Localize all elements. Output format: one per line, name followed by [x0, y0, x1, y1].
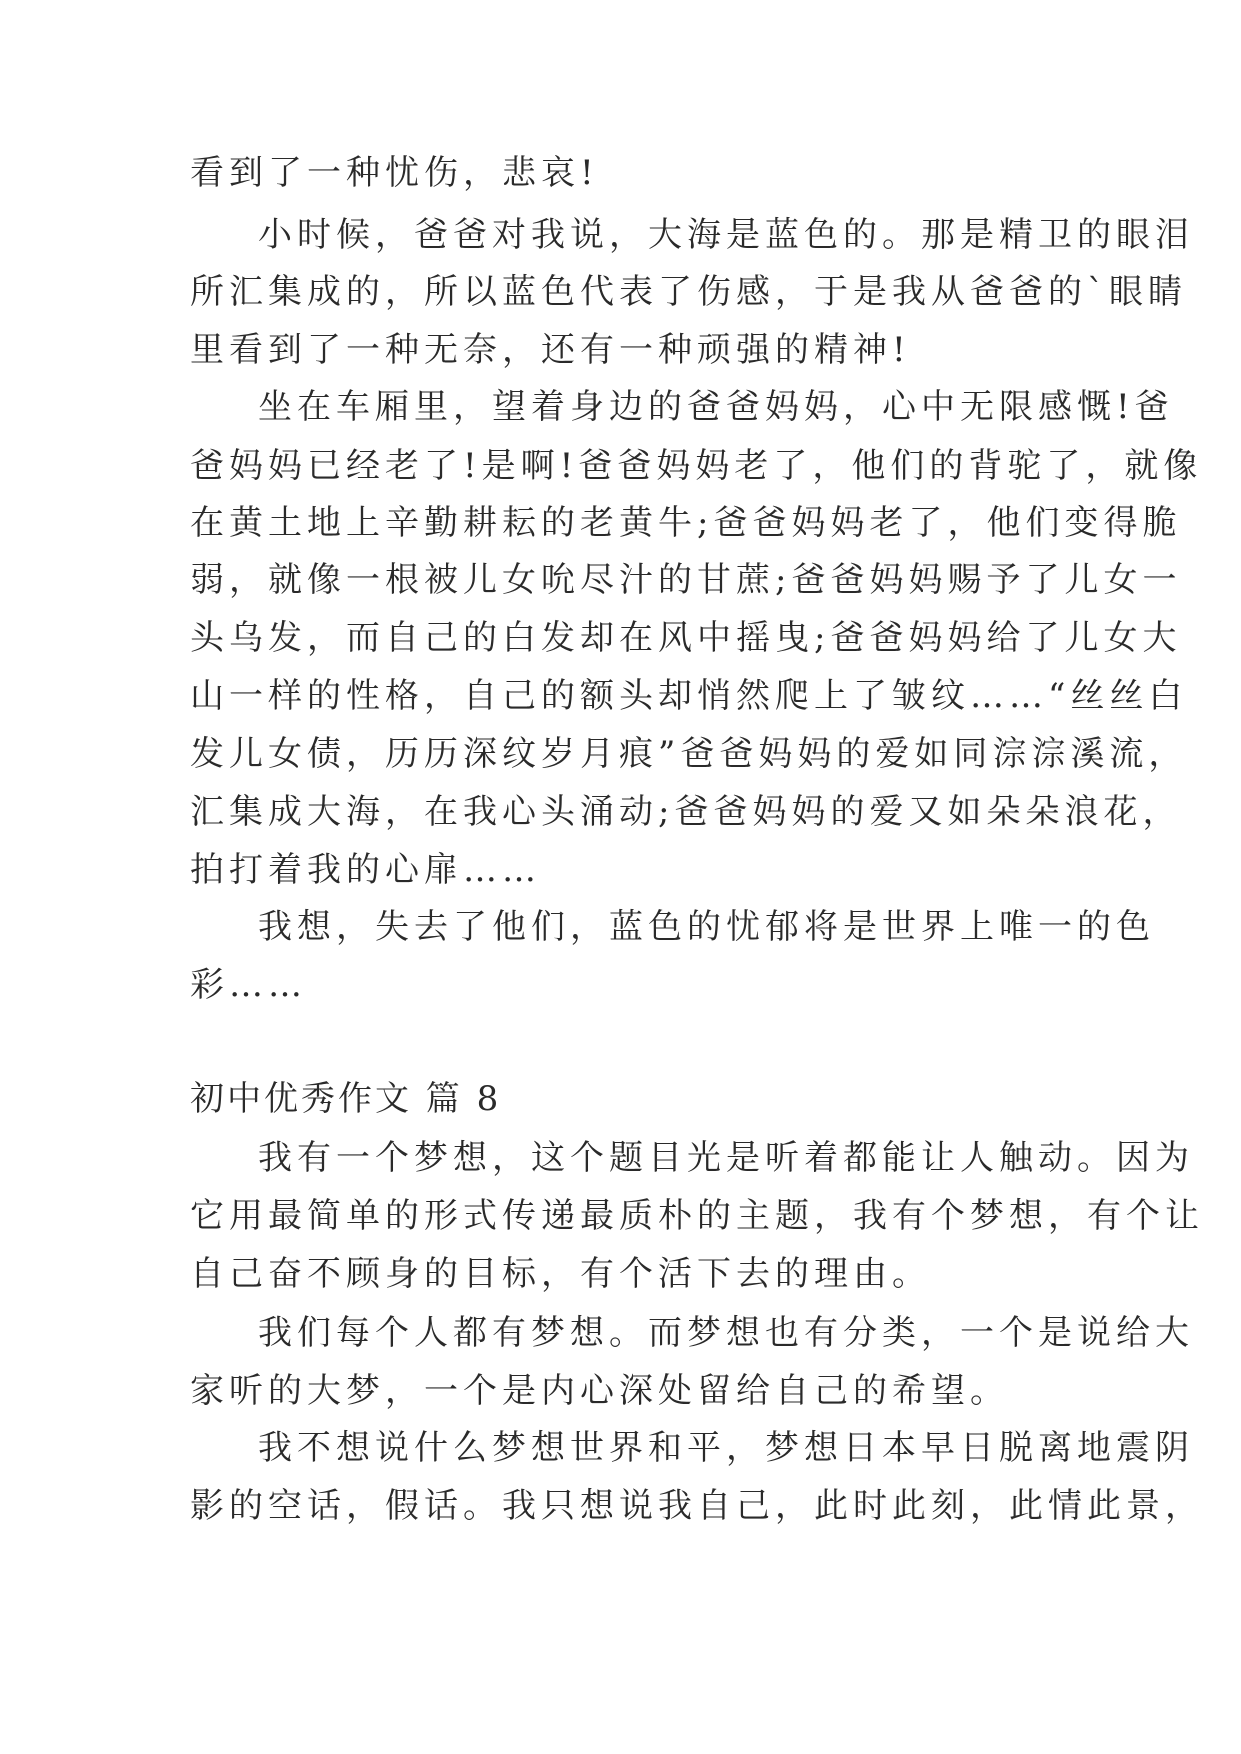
text-line: 自己奋不顾身的目标，有个活下去的理由。: [190, 1254, 931, 1294]
text-line: 汇集成大海，在我心头涌动;爸爸妈妈的爱又如朵朵浪花，: [190, 792, 1182, 832]
essay-heading: 初中优秀作文 篇 8: [190, 1079, 502, 1119]
text-line: 在黄土地上辛勤耕耘的老黄牛;爸爸妈妈老了，他们变得脆: [190, 503, 1182, 543]
text-line: 里看到了一种无奈，还有一种顽强的精神!: [190, 330, 911, 370]
text-line: 看到了一种忧伤，悲哀!: [190, 153, 599, 193]
paragraph-start-line: 我们每个人都有梦想。而梦想也有分类，一个是说给大: [258, 1313, 1194, 1353]
paragraph-start-line: 我有一个梦想，这个题目光是听着都能让人触动。因为: [258, 1138, 1194, 1178]
text-line: 山一样的性格，自己的额头却悄然爬上了皱纹……“丝丝白: [190, 676, 1188, 716]
text-line: 家听的大梦，一个是内心深处留给自己的希望。: [190, 1371, 1009, 1411]
text-line: 发儿女债，历历深纹岁月痕”爸爸妈妈的爱如同淙淙溪流，: [190, 734, 1188, 774]
text-line: 拍打着我的心扉……: [190, 850, 541, 890]
paragraph-start-line: 坐在车厢里，望着身边的爸爸妈妈，心中无限感慨!爸: [258, 387, 1174, 427]
paragraph-start-line: 我不想说什么梦想世界和平，梦想日本早日脱离地震阴: [258, 1428, 1194, 1468]
text-line: 它用最简单的形式传递最质朴的主题，我有个梦想，有个让: [190, 1196, 1204, 1236]
text-line: 所汇集成的，所以蓝色代表了伤感，于是我从爸爸的`眼睛: [190, 272, 1187, 312]
text-line: 影的空话，假话。我只想说我自己，此时此刻，此情此景，: [190, 1486, 1204, 1526]
paragraph-start-line: 小时候，爸爸对我说，大海是蓝色的。那是精卫的眼泪: [258, 215, 1194, 255]
text-line: 弱，就像一根被儿女吮尽汁的甘蔗;爸爸妈妈赐予了儿女一: [190, 560, 1182, 600]
text-line: 彩……: [190, 965, 307, 1005]
paragraph-start-line: 我想，失去了他们，蓝色的忧郁将是世界上唯一的色: [258, 907, 1155, 947]
text-line: 爸妈妈已经老了!是啊!爸爸妈妈老了，他们的背驼了，就像: [190, 446, 1203, 486]
text-line: 头乌发，而自己的白发却在风中摇曳;爸爸妈妈给了儿女大: [190, 618, 1182, 658]
